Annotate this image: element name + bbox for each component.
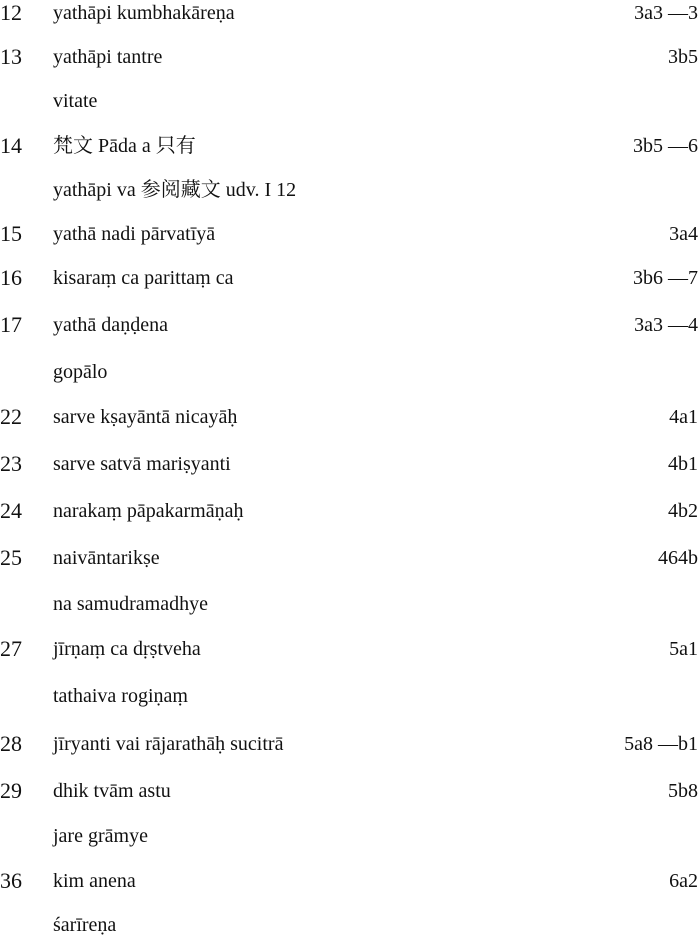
entry-row xyxy=(0,1,700,45)
entry-number: 36 xyxy=(0,868,22,893)
entry-reference: 3a4 xyxy=(669,223,698,245)
entry-text: gopālo xyxy=(53,361,108,383)
entry-text: narakaṃ pāpakarmāṇaḥ xyxy=(53,500,244,522)
entry-text: tathaiva rogiṇaṃ xyxy=(53,685,188,707)
entry-reference: 4b1 xyxy=(668,453,698,475)
entry-row xyxy=(0,360,700,404)
entry-row xyxy=(0,405,700,449)
entry-row xyxy=(0,913,700,939)
entry-reference: 3b6 —7 xyxy=(633,267,698,289)
entry-row xyxy=(0,89,700,133)
entry-reference: 3b5 —6 xyxy=(633,135,698,157)
entry-row xyxy=(0,452,700,496)
entry-number: 16 xyxy=(0,265,22,290)
entry-row xyxy=(0,869,700,913)
entry-reference: 3b5 xyxy=(668,46,698,68)
entry-text: sarve kṣayāntā nicayāḥ xyxy=(53,406,238,428)
entry-number: 22 xyxy=(0,404,22,429)
entry-row xyxy=(0,637,700,681)
entry-text: yathāpi va 参阅藏文 udv. I 12 xyxy=(53,179,297,201)
entry-text: vitate xyxy=(53,90,98,112)
entry-number: 12 xyxy=(0,0,22,25)
entry-reference: 4b2 xyxy=(668,500,698,522)
entry-text: 梵文 Pāda a 只有 xyxy=(53,135,196,157)
entry-reference: 5b8 xyxy=(668,780,698,802)
entry-number: 27 xyxy=(0,636,22,661)
entry-row xyxy=(0,178,700,222)
entry-number: 29 xyxy=(0,778,22,803)
entry-text: kisaraṃ ca parittaṃ ca xyxy=(53,267,234,289)
entry-text: naivāntarikṣe xyxy=(53,547,160,569)
entry-number: 24 xyxy=(0,498,22,523)
entry-reference: 464b xyxy=(658,547,698,569)
entry-row xyxy=(0,266,700,310)
entry-row xyxy=(0,134,700,178)
entry-reference: 6a2 xyxy=(669,870,698,892)
entry-text: na samudramadhye xyxy=(53,593,208,615)
entry-number: 23 xyxy=(0,451,22,476)
entry-row xyxy=(0,313,700,357)
entry-text: kim anena xyxy=(53,870,136,892)
entry-number: 25 xyxy=(0,545,22,570)
entry-number: 13 xyxy=(0,44,22,69)
entry-reference: 5a8 —b1 xyxy=(624,733,698,755)
entry-number: 28 xyxy=(0,731,22,756)
entry-row xyxy=(0,222,700,266)
entry-row xyxy=(0,45,700,89)
entry-row xyxy=(0,732,700,776)
entry-text: śarīreṇa xyxy=(53,914,117,936)
entry-text: yathā daṇḍena xyxy=(53,314,168,336)
entry-row xyxy=(0,499,700,543)
entry-text: yathāpi tantre xyxy=(53,46,163,68)
entry-reference: 3a3 —4 xyxy=(634,314,698,336)
entry-text: jare grāmye xyxy=(53,825,148,847)
entry-text: yathāpi kumbhakāreṇa xyxy=(53,2,235,24)
entry-text: dhik tvām astu xyxy=(53,780,171,802)
entry-row xyxy=(0,546,700,590)
entry-row xyxy=(0,779,700,823)
entry-row xyxy=(0,592,700,636)
entry-text: jīrṇaṃ ca dṛṣtveha xyxy=(53,638,201,660)
entry-row xyxy=(0,684,700,728)
entry-text: sarve satvā mariṣyanti xyxy=(53,453,231,475)
entry-number: 17 xyxy=(0,312,22,337)
entry-text: jīryanti vai rājarathāḥ sucitrā xyxy=(53,733,284,755)
entry-reference: 3a3 —3 xyxy=(634,2,698,24)
entry-number: 14 xyxy=(0,133,22,158)
entry-number: 15 xyxy=(0,221,22,246)
entry-reference: 5a1 xyxy=(669,638,698,660)
entry-text: yathā nadi pārvatīyā xyxy=(53,223,216,245)
entry-reference: 4a1 xyxy=(669,406,698,428)
entry-row xyxy=(0,824,700,868)
